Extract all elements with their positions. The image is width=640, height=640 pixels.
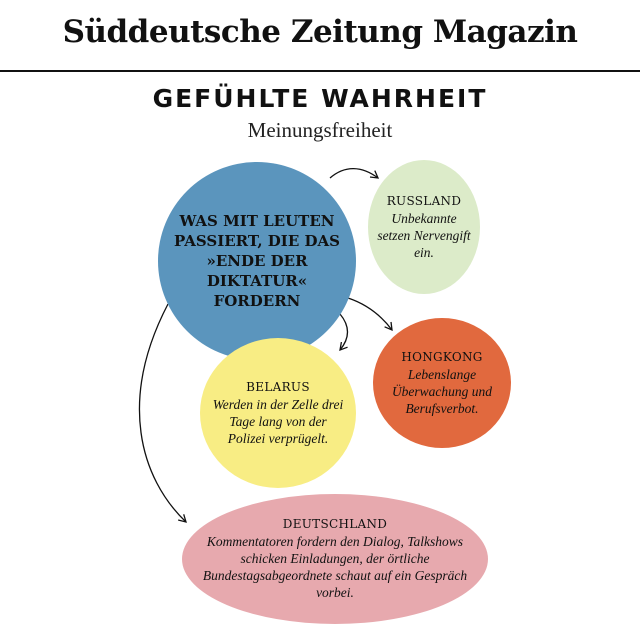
bubble-belarus: [200, 338, 356, 488]
bubble-russland-text: Unbekannte setzen Nervengift ein.: [377, 210, 471, 260]
bubble-belarus-country: BELARUS: [246, 379, 310, 394]
bubble-deutschland: [182, 494, 488, 624]
masthead-logo: Süddeutsche Zeitung Magazin: [62, 14, 578, 50]
bubble-russland: [368, 160, 480, 294]
center-bubble-text: WAS MIT LEUTEN PASSIERT, DIE DAS »ENDE DER DIKTATUR« FORDERN: [174, 212, 340, 310]
bubble-belarus-text: Werden in der Zelle drei Tage lang von der Polizei verprügelt.: [212, 396, 344, 446]
bubble-deutschland-text: Kommentatoren fordern den Dialog, Talkshows schicken Einladungen, der örtliche Bundestagsabgeordnete schaut auf ein Gespräch vorbei.: [202, 534, 468, 600]
arrow-to-russland: [330, 169, 378, 178]
bubble-russland-country: RUSSLAND: [386, 193, 462, 208]
center-bubble: [158, 162, 356, 360]
diagram-title: GEFÜHLTE WAHRHEIT: [152, 84, 488, 113]
bubble-hongkong-country: HONGKONG: [401, 349, 483, 364]
arrow-to-deutschland: [139, 304, 186, 522]
diagram-subtitle: Meinungsfreiheit: [247, 118, 393, 142]
bubble-hongkong: [373, 318, 511, 448]
arrow-to-hongkong: [348, 298, 392, 330]
bubble-deutschland-country: DEUTSCHLAND: [282, 517, 388, 531]
bubble-hongkong-text: Lebenslange Überwachung und Berufsverbot.: [391, 366, 493, 416]
arrow-to-belarus: [340, 314, 348, 350]
